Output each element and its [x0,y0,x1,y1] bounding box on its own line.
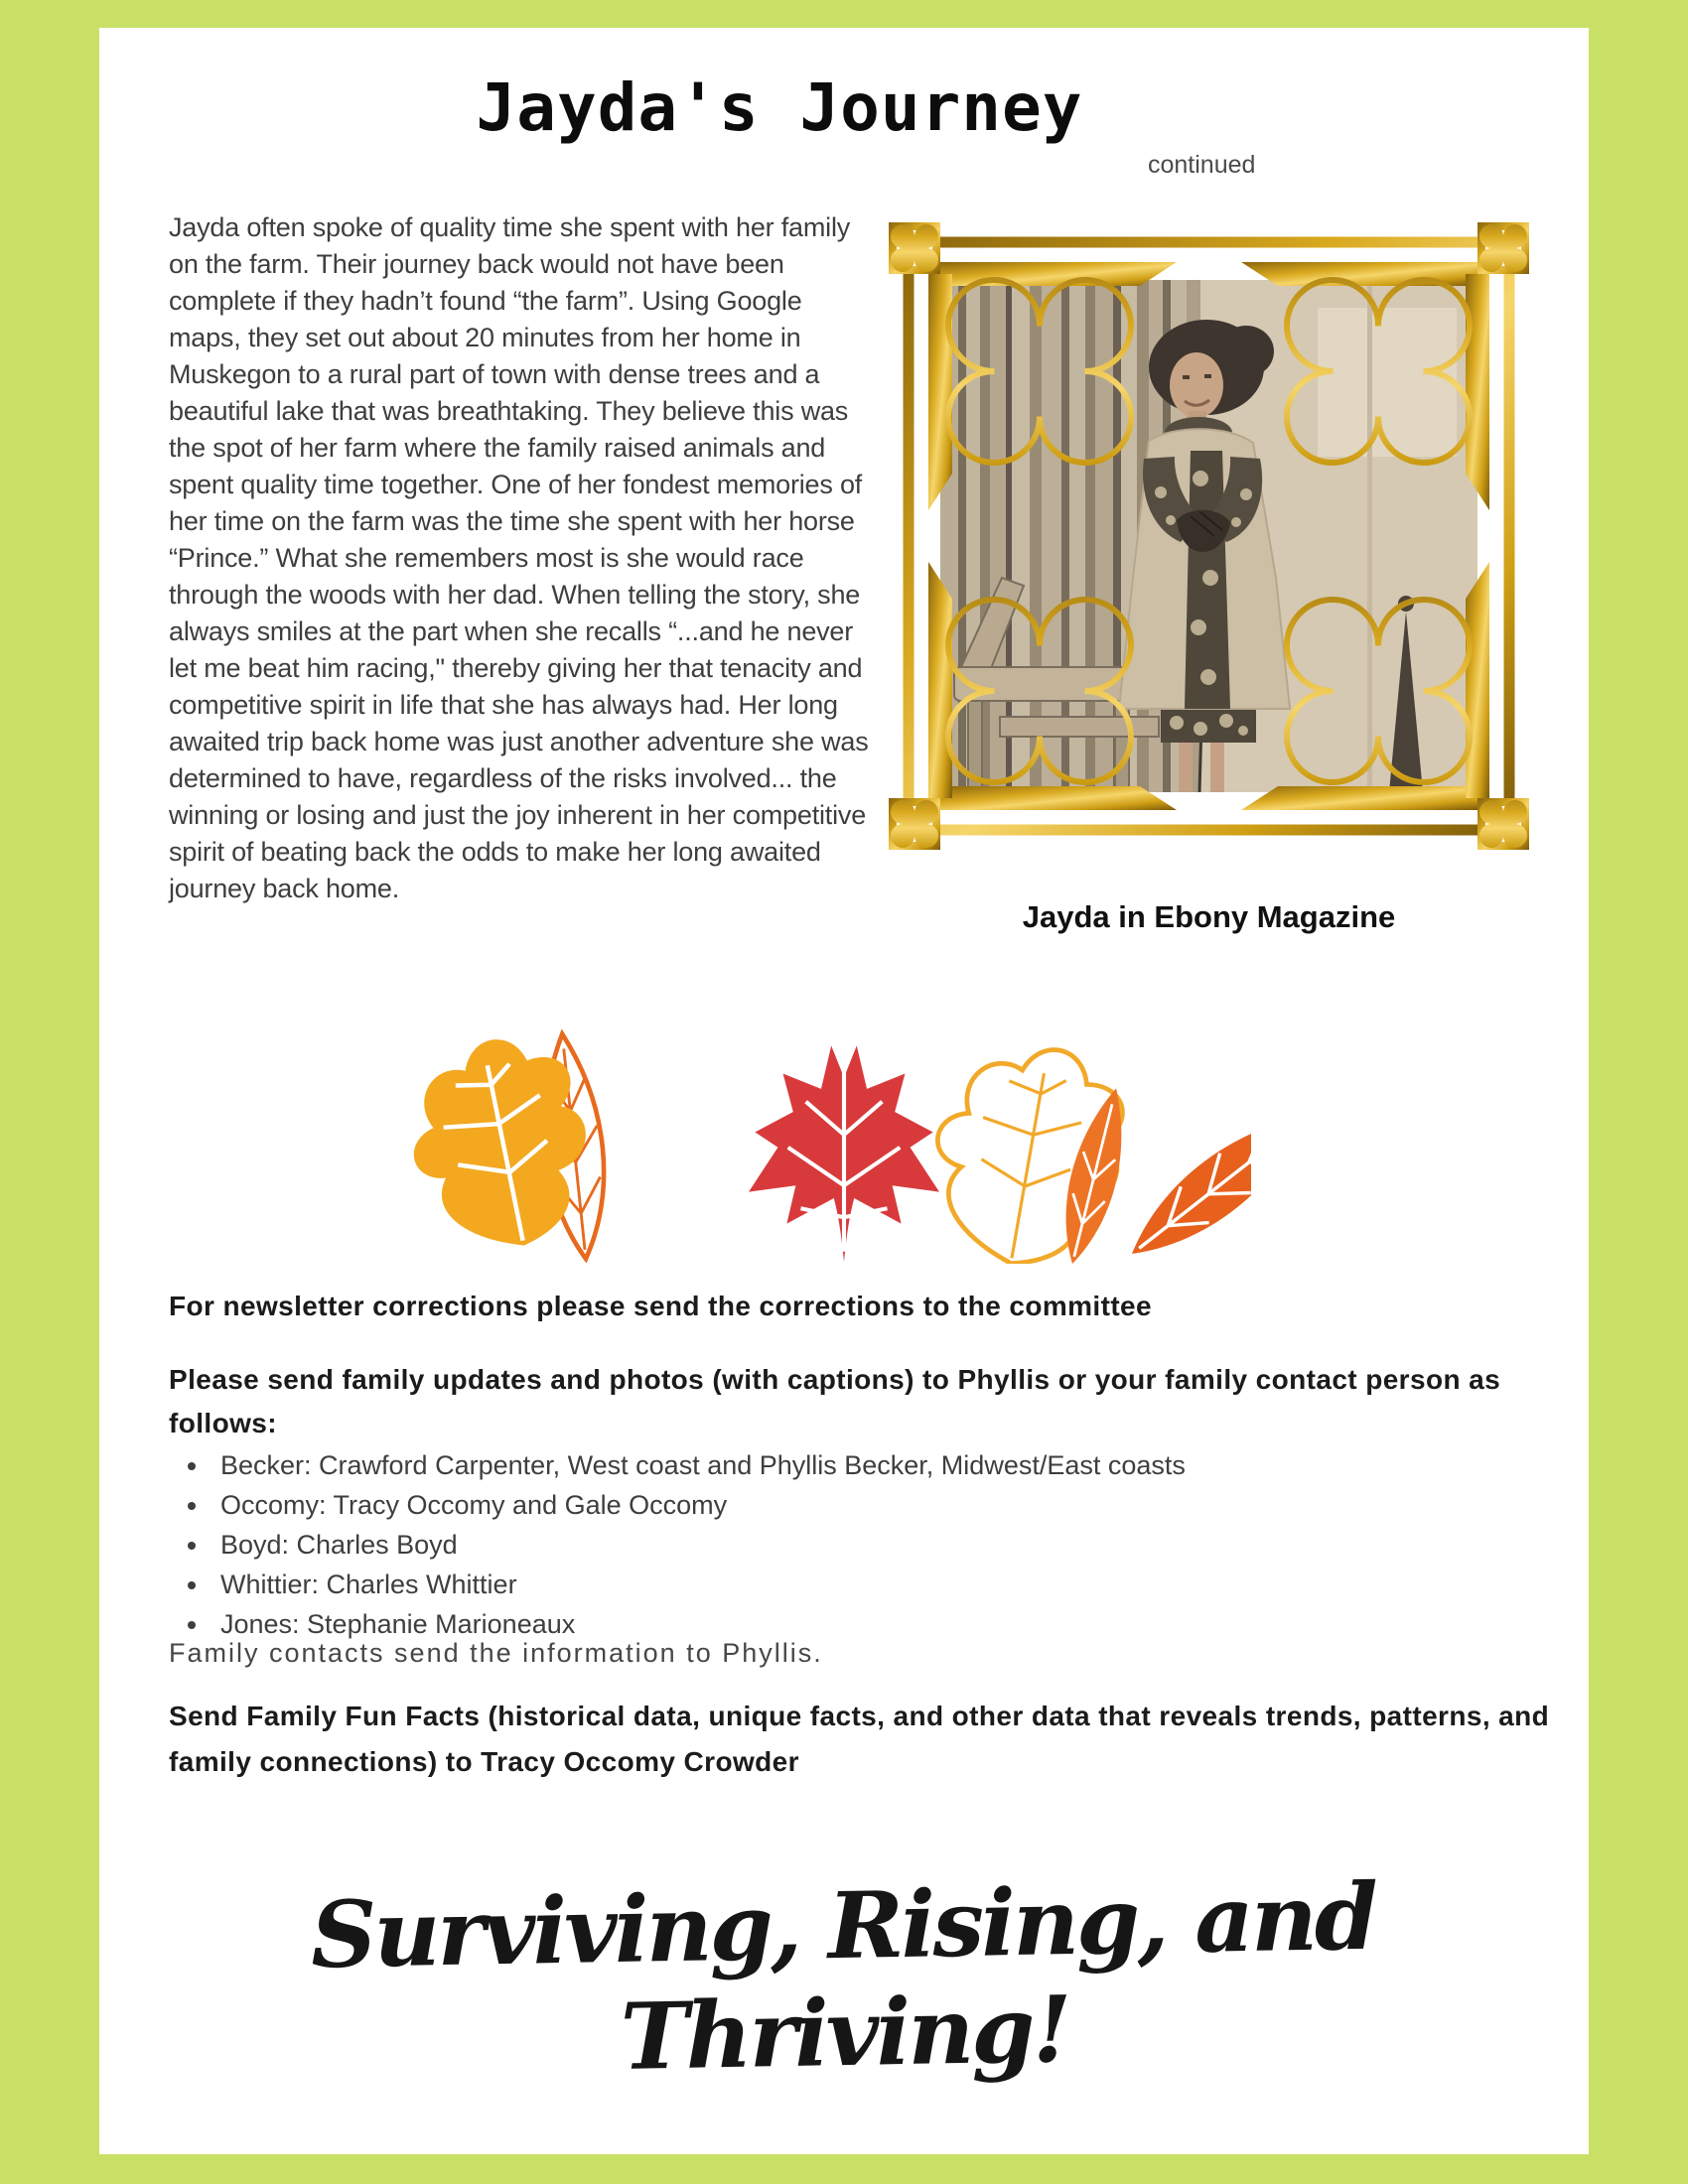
ornate-gold-frame [889,222,1529,850]
fun-facts-note: Send Family Fun Facts (historical data, unique facts, and other data that reveals trends, patterns, and family connections) to Tracy Occomy Crowder [169,1701,1550,1777]
contact-list-item: • Becker: Crawford Carpenter, West coast and Phyllis Becker, Midwest/East coasts [211,1445,1551,1485]
frame-banner-bars [928,262,1489,810]
tagline-script: Surviving, Rising, and Thriving! [310,1862,1376,2091]
contact-list-item: • Jones: Stephanie Marioneaux [211,1604,1551,1644]
page-sheet [99,28,1589,2154]
orange-leaf-right [1114,1092,1251,1264]
page-title: Jayda's Journey [476,69,1083,146]
corrections-note: For newsletter corrections please send the corrections to the committee [169,1291,1152,1321]
contact-list [211,1445,1551,1644]
gold-frame-svg [889,222,1529,850]
maple-leaf-red [749,1045,939,1262]
contact-list-item: • Whittier: Charles Whittier [211,1565,1551,1604]
photo-caption: Jayda in Ebony Magazine [1022,899,1396,934]
contact-list-item: • Boyd: Charles Boyd [211,1525,1551,1565]
family-contacts-note: Family contacts send the information to Phyllis. [169,1638,823,1668]
contact-list-item: • Occomy: Tracy Occomy and Gale Occomy [211,1485,1551,1525]
article-body: Jayda often spoke of quality time she spent with her family on the farm. Their journey back would not have been complete if they hadn’t found “the farm”. Using Google maps, they set out about 20 minutes from her home in Muskegon to a rural part of town with dense trees and a beautiful lake that was breathtaking. They believe this was the spot of her farm where the family raised animals and spent quality time together. One of her fondest memories of her time on the farm was the time she spent with her horse “Prince.” What she remembers most is she would race through the woods with her dad. When telling the story, she always smiles at the part when she recalls “...and he never let me beat him racing," thereby giving her that tenacity and competitive spirit in life that she has always had. Her long awaited trip back home was just another adventure she was determined to have, regardless of the risks involved... the winning or losing and just the joy inherent in her competitive spirit of beating back the odds to make her long awaited journey back home. [169,212,869,903]
updates-heading: Please send family updates and photos (with captions) to Phyllis or your family contact person as follows: [169,1364,1501,1438]
autumn-leaves-illustration [377,1016,1251,1264]
corner-ornaments [889,222,1529,850]
continued-label: continued [1148,151,1256,179]
frame-flourishes [889,222,1529,847]
